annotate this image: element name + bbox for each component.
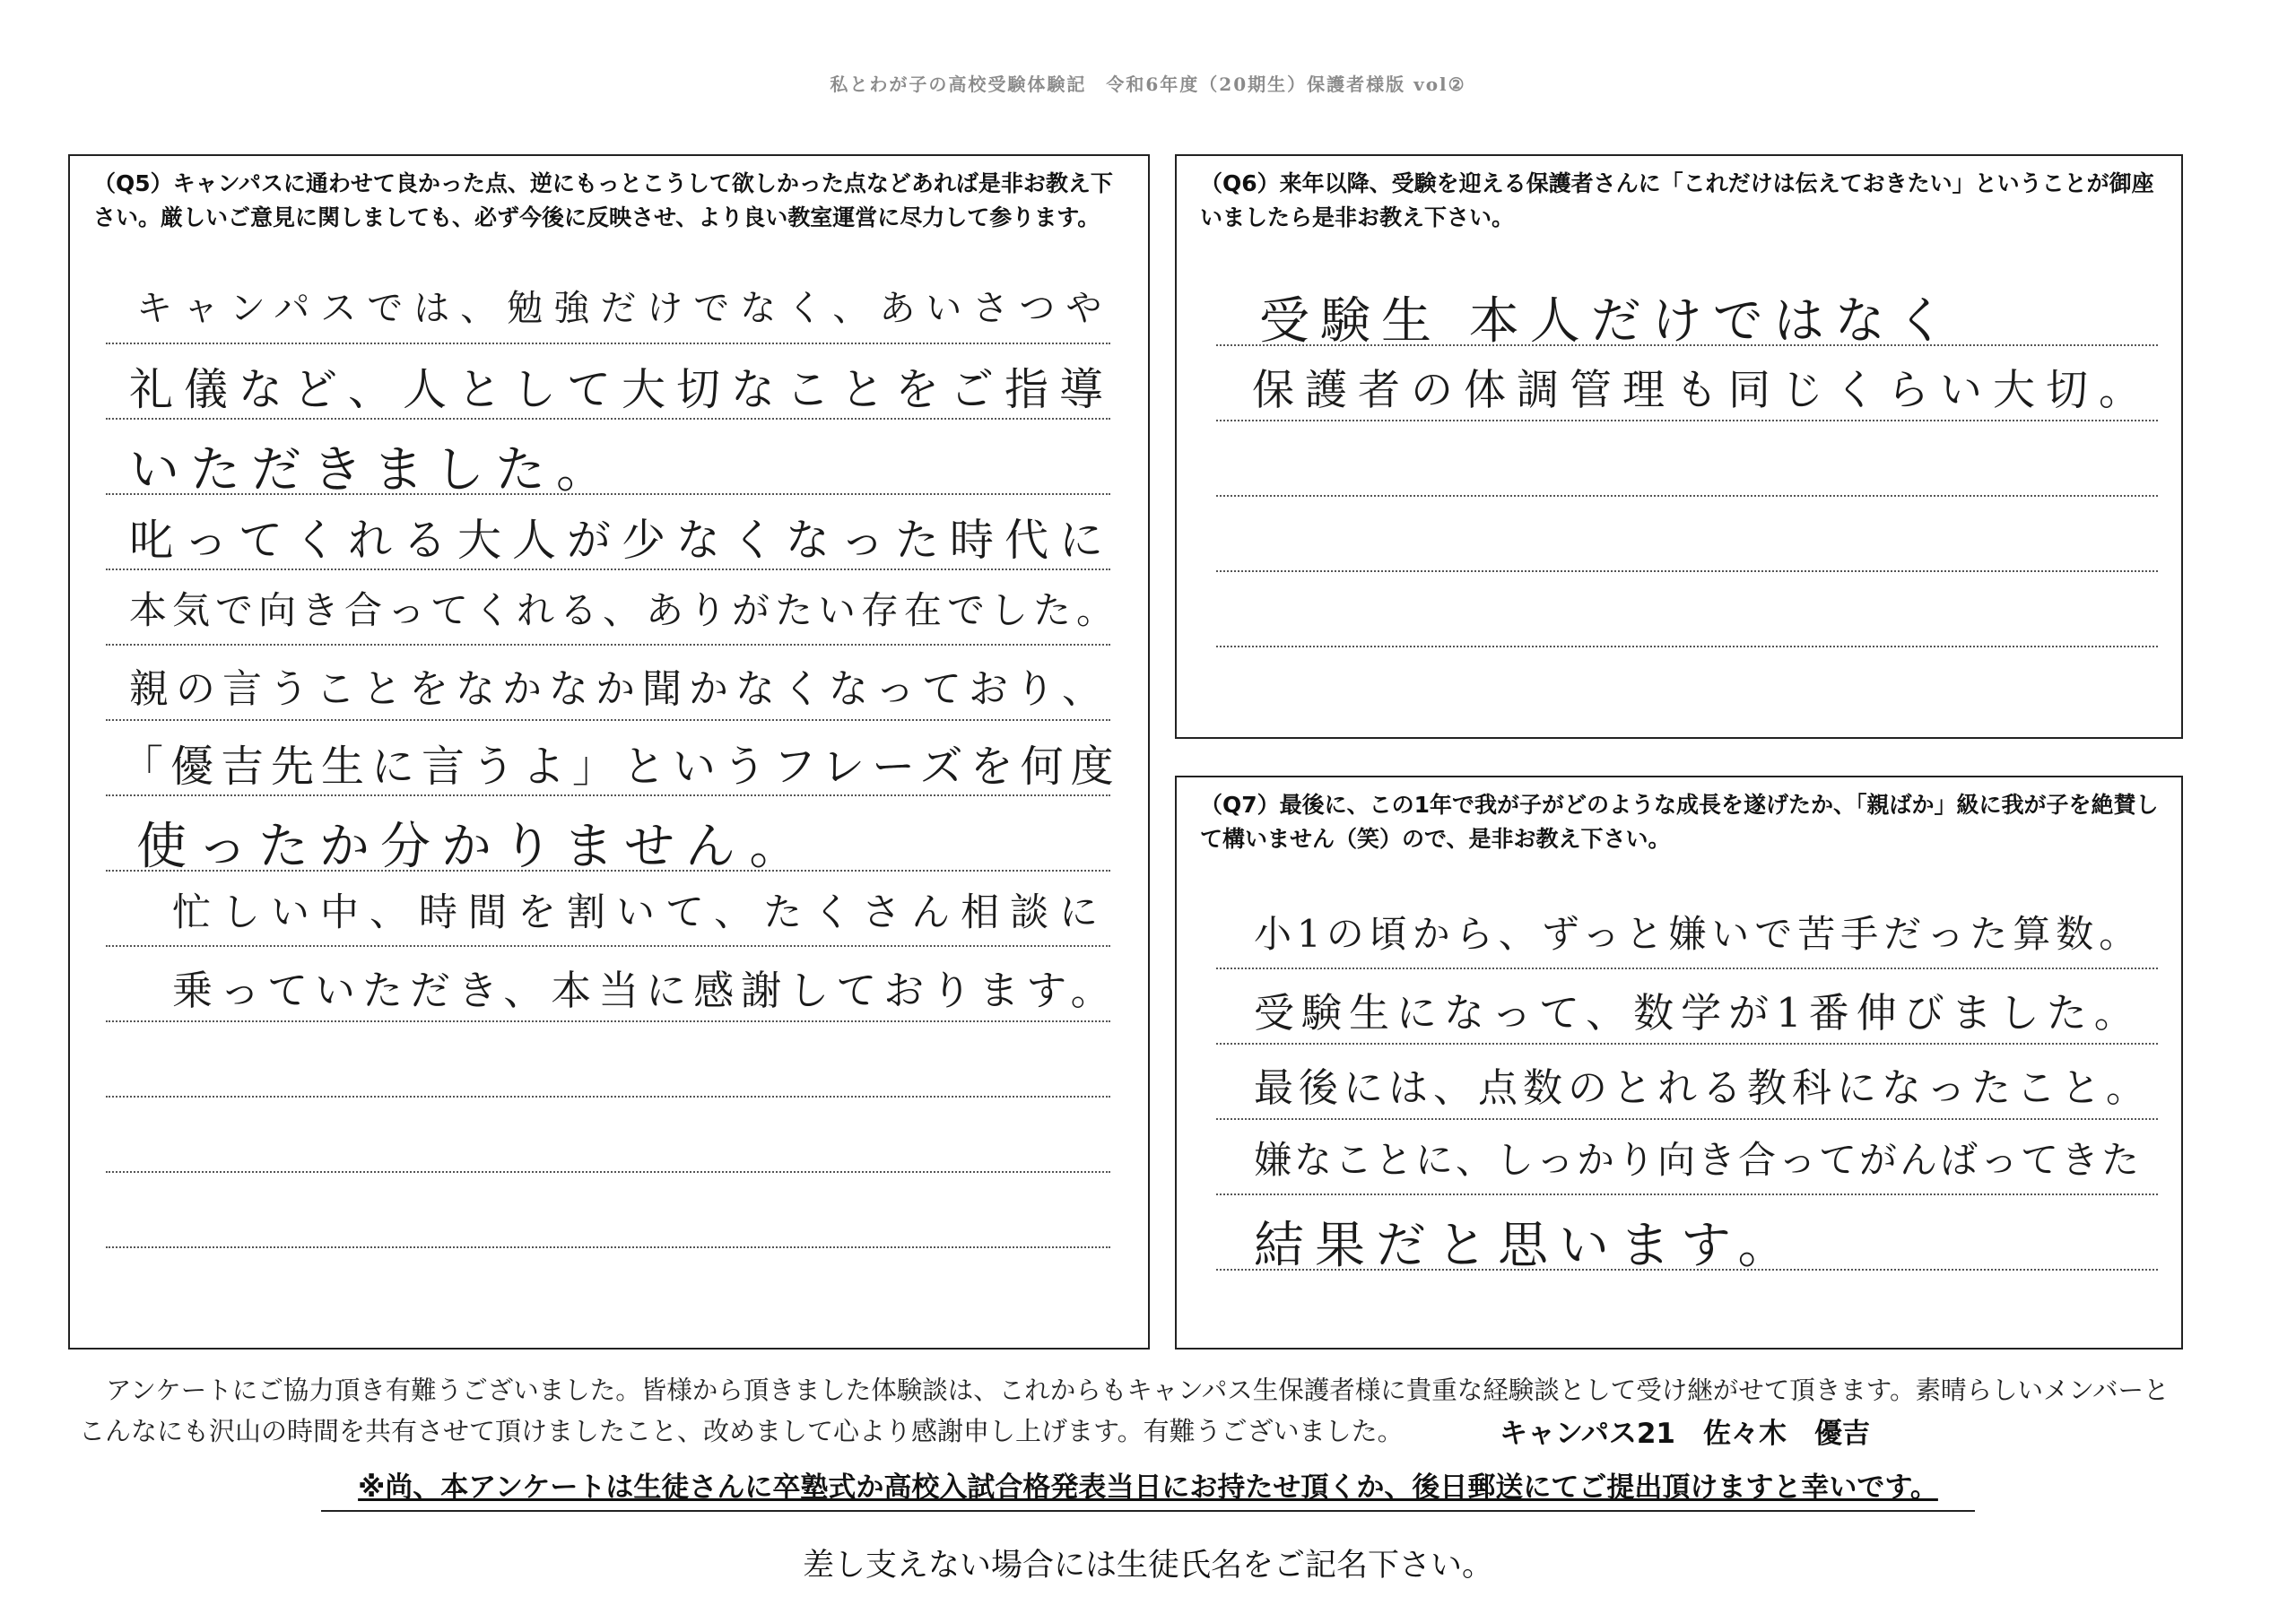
q5-answer-line: 礼儀など、人として大切なことをご指導 <box>129 364 1115 415</box>
q5-rule <box>106 418 1110 420</box>
q5-answer-line: いただきました。 <box>129 441 617 499</box>
page-title: 私とわが子の高校受験体験記 令和6年度（20期生）保護者様版 vol② <box>830 74 1466 95</box>
q5-rule <box>106 568 1110 570</box>
q5-answer-line: キャンパスでは、勉強だけでなく、あいさつや <box>136 288 1113 329</box>
q5-answer-line: 乗っていただき、本当に感謝しております。 <box>172 967 1118 1014</box>
signature: キャンパス21 佐々木 優吉 <box>1500 1418 1870 1450</box>
q7-answer-line: 小1の頃から、ずっと嫌いで苦手だった算数。 <box>1254 912 2143 956</box>
q6-answer-line: 保護者の体調管理も同じくらい大切。 <box>1252 366 2152 415</box>
q5-rule <box>106 644 1110 646</box>
submission-notice <box>0 1464 2296 1505</box>
q7-box <box>1175 776 2183 1350</box>
q5-rule <box>106 1096 1110 1098</box>
q5-answer-line: 「優吉先生に言うよ」というフレーズを何度 <box>120 742 1121 792</box>
q5-rule <box>106 343 1110 344</box>
submission-notice-text: ※尚、本アンケートは生徒さんに卒塾式か高校入試合格発表当日にお持たせ頂くか、後日郵送にてご提出頂けますと幸いです。 <box>358 1471 1938 1504</box>
q7-rule <box>1216 968 2158 969</box>
thanks-line-1: アンケートにご協力頂き有難うございました。皆様から頂きました体験談は、これからもキャンパス生保護者様に貴重な経験談として受け継がせて頂きます。素晴らしいメンバーと <box>106 1376 2170 1405</box>
notice-divider <box>321 1510 1975 1512</box>
q6-rule <box>1216 420 2158 421</box>
q5-answer-line: 親の言うことをなかなか聞かなくなっており、 <box>129 666 1109 712</box>
q5-rule <box>106 945 1110 947</box>
q5-answer-line: 使ったか分かりません。 <box>136 818 811 876</box>
q7-answer-line: 嫌なことに、しっかり向き合ってがんばってきた <box>1254 1138 2143 1182</box>
q5-question: （Q5）キャンパスに通わせて良かった点、逆にもっとこうして欲しかった点などあれば是非お教え下さい。厳しいご意見に関しましても、必ず今後に反映させ、より良い教室運営に尽力して参ります。 <box>93 170 1113 230</box>
q7-rule <box>1216 1193 2158 1195</box>
q6-rule <box>1216 646 2158 647</box>
thanks-line-2: こんなにも沢山の時間を共有させて頂けましたこと、改めまして心より感謝申し上げます。有難うございました。 <box>79 1416 1404 1446</box>
q5-answer-line: 本気で向き合ってくれる、ありがたい存在でした。 <box>129 588 1120 632</box>
q7-answer-line: 受験生になって、数学が1番伸びました。 <box>1254 989 2142 1037</box>
q6-answer-line: 受験生 本人だけではなく <box>1259 292 1957 351</box>
q6-question: （Q6）来年以降、受験を迎える保護者さんに「これだけは伝えておきたい」ということが御座いましたら是非お教え下さい。 <box>1200 170 2154 230</box>
q7-answer-line: 結果だと思います。 <box>1254 1217 1799 1275</box>
q5-rule <box>106 719 1110 721</box>
q6-rule <box>1216 570 2158 572</box>
q5-answer-line: 忙しい中、時間を割いて、たくさん相談に <box>172 890 1109 935</box>
q5-answer-line: 叱ってくれる大人が少なくなった時代に <box>129 515 1115 566</box>
q7-rule <box>1216 1118 2158 1120</box>
student-name-prompt: 差し支えない場合には生徒氏名をご記名下さい。 <box>802 1548 1493 1584</box>
q7-rule <box>1216 1043 2158 1045</box>
q6-rule <box>1216 495 2158 497</box>
q5-box <box>68 154 1150 1350</box>
q5-rule <box>106 1020 1110 1022</box>
q5-rule <box>106 1171 1110 1173</box>
q5-rule <box>106 1246 1110 1248</box>
q7-question: （Q7）最後に、この1年で我が子がどのような成長を遂げたか、「親ばか」級に我が子を絶賛して構いません（笑）ので、是非お教え下さい。 <box>1200 792 2159 852</box>
q5-rule <box>106 794 1110 796</box>
q7-answer-line: 最後には、点数のとれる教科になったこと。 <box>1254 1065 2151 1111</box>
q6-box <box>1175 154 2183 739</box>
